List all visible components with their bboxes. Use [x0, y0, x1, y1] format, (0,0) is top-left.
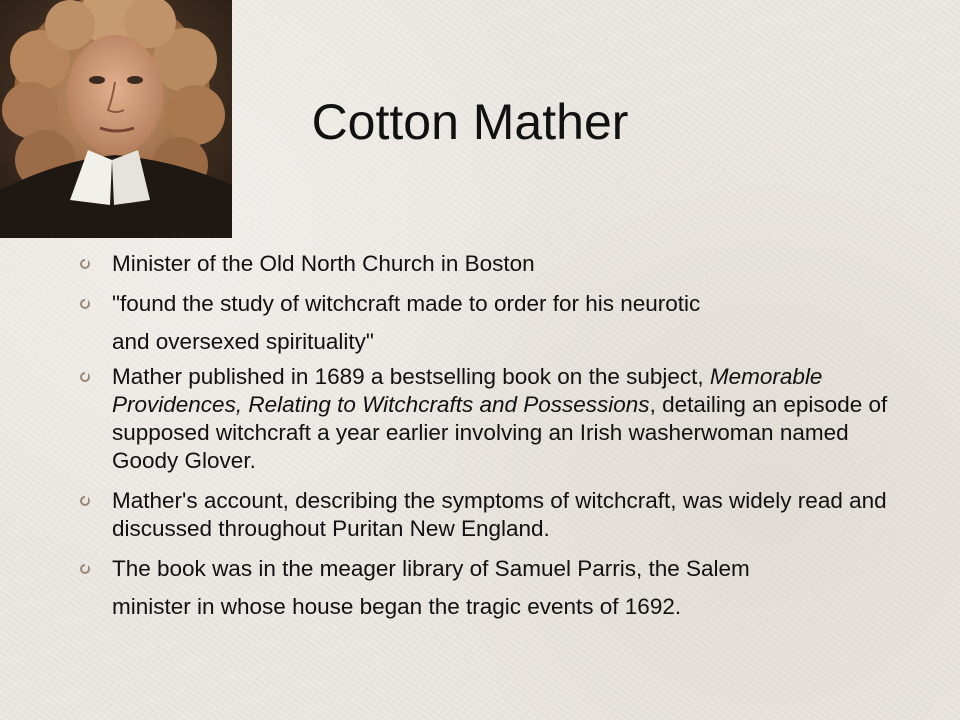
bullet-text: Minister of the Old North Church in Boston [112, 251, 535, 276]
bullet-text: Mather's account, describing the symptoms of witchcraft, was widely read and discussed throughout Puritan New England. [112, 488, 887, 541]
bullet-item [78, 487, 918, 543]
bullet-text: The book was in the meager library of Samuel Parris, the Salem [112, 556, 750, 581]
bullet-icon [80, 259, 90, 269]
bullet-icon [80, 496, 90, 506]
bullet-icon [80, 564, 90, 574]
bullet-text: "found the study of witchcraft made to order for his neurotic [112, 291, 701, 316]
bullet-item [78, 363, 918, 475]
bullet-text: minister in whose house began the tragic events of 1692. [112, 594, 682, 619]
bullet-text: Mather published in 1689 a bestselling book on the subject, [112, 364, 710, 389]
book-title: Memorable Providences, Relating to Witchcrafts and Possessions [112, 364, 823, 417]
bullet-text: and oversexed spirituality" [112, 329, 374, 354]
bullet-item [78, 555, 918, 621]
bullet-list [78, 250, 918, 629]
bullet-icon [80, 372, 90, 382]
bullet-icon [80, 299, 90, 309]
bullet-item [78, 250, 918, 278]
bullet-item [78, 290, 918, 356]
bullet-text: , detailing an episode of supposed witchcraft a year earlier involving an Irish washerwoman named Goody Glover. [112, 392, 888, 473]
slide-title: Cotton Mather [311, 94, 629, 150]
